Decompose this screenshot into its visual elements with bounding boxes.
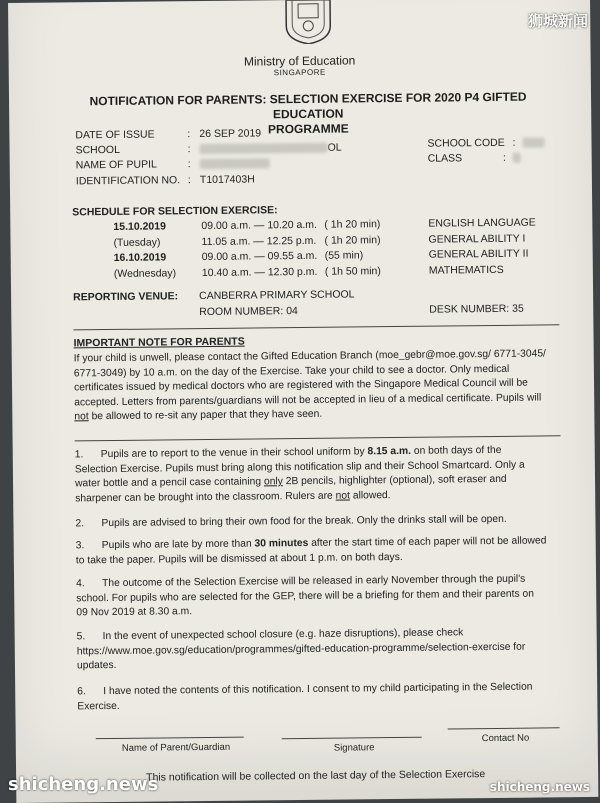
country-name: SINGAPORE <box>273 67 326 78</box>
name-of-pupil-row: NAME OF PUPIL : <box>10 154 592 160</box>
note-3: 3. Pupils who are late by more than 30 minutes after the start time of each paper will not be allowed to take the paper. Pupils will be dismissed at about 1 p.m. on both days. <box>75 535 547 566</box>
schedule-time: 09.00 a.m. — 09.55 a.m. <box>201 249 318 264</box>
pupil-name-redacted <box>200 157 270 170</box>
identification-value: T1017403H <box>199 173 255 187</box>
desk-number: DESK NUMBER: 35 <box>429 302 524 316</box>
school-row: SCHOOL : OL <box>75 141 342 157</box>
schedule-time: 11.05 a.m. — 12.25 p.m. <box>201 234 317 249</box>
divider <box>73 324 559 330</box>
ministry-name: Ministry of Education <box>243 53 356 69</box>
schedule-duration: ( 1h 20 min) <box>324 218 381 231</box>
watermark-bottom-left: shicheng.news <box>8 774 159 795</box>
note-6: 6. I have noted the contents of this notification. I consent to my child participating in the Selection Exercise. <box>77 681 533 712</box>
venue-name: CANBERRA PRIMARY SCHOOL <box>199 288 355 303</box>
contact-line <box>448 727 560 729</box>
venue-label: REPORTING VENUE: <box>73 290 179 304</box>
school-code-row: SCHOOL CODE : <box>427 136 544 149</box>
signature-line <box>282 737 422 739</box>
note-5: 5. In the event of unexpected school closure (e.g. haze disruptions), please check https://www.moe.gov.sg/education/programmes/gifted-education-programme/selection-exercise for updates. <box>77 625 567 674</box>
schedule-duration: (55 min) <box>324 249 364 262</box>
schedule-date: (Wednesday) <box>113 267 177 280</box>
room-number: ROOM NUMBER: 04 <box>199 305 298 319</box>
important-note-text: If your child is unwell, please contact the Gifted Education Branch (moe_gebr@moe.gov.sg/ 6771-3045/ 6771-3049) by 10 a.m. on the day of the Exercise. Take your child to see a doctor. Only medical certificates issued by medical doctors who are registered with the Singapore Medical Council will be accepted. Letters from parents/guardians will not be accepted in lieu of a medical certificate. Pupils will not be allowed to re-sit any paper that they have seen. <box>73 348 546 423</box>
parent-name-line <box>96 737 244 740</box>
note-4: 4. The outcome of the Selection Exercise will be released in early November through the pupil's school. For pupils who are selected for the GEP, there will be a briefing for them and their parents on 09 Nov 2019 at 8.30 a.m. <box>76 573 534 619</box>
collection-notice: This notification will be collected on the last day of the Selection Exercise <box>146 768 486 784</box>
class-redacted <box>513 153 521 163</box>
school-code-redacted <box>522 138 544 148</box>
signature-label: Signature <box>333 742 375 754</box>
schedule-heading: SCHEDULE FOR SELECTION EXERCISE: <box>72 204 278 219</box>
date-of-issue-value: 26 SEP 2019 <box>199 127 262 141</box>
schedule-time: 09.00 a.m. — 10.20 a.m. <box>201 218 317 233</box>
note-1: 1. Pupils are to report to the venue in their school uniform by 8.15 a.m. on both days of the Selection Exercise. Pupils must bring along this notification slip and their School Smartcard. Only a water bottle and a pencil case containing only 2B pencils, highlighter (optional), soft eraser and sharpener can be brought into the classroom. Rulers are not allowed. <box>74 444 525 504</box>
divider <box>75 435 561 441</box>
schedule-paper: ENGLISH LANGUAGE <box>428 216 536 230</box>
contact-label: Contact No <box>481 732 530 745</box>
schedule-date: 16.10.2019 <box>113 251 167 264</box>
schedule-duration: ( 1h 50 min) <box>324 265 381 278</box>
schedule-duration: ( 1h 20 min) <box>324 234 381 247</box>
watermark-top: 狮城新闻 <box>527 12 588 30</box>
school-value-redacted: OL <box>199 142 341 155</box>
document-title: NOTIFICATION FOR PARENTS: SELECTION EXERCISE FOR 2020 P4 GIFTED EDUCATION PROGRAMME <box>89 89 527 137</box>
schedule-paper: GENERAL ABILITY II <box>428 247 529 261</box>
schedule-date: (Tuesday) <box>113 236 161 249</box>
note-2: 2. Pupils are advised to bring their own food for the break. Only the drinks stall will be open. <box>75 513 507 530</box>
schedule-time: 10.40 a.m. — 12.30 p.m. <box>201 265 318 280</box>
watermark-bottom-right: shicheng.news <box>489 780 590 794</box>
schedule-paper: GENERAL ABILITY I <box>428 232 526 246</box>
schedule-date: 15.10.2019 <box>113 220 166 233</box>
ministry-crest-logo <box>280 0 336 44</box>
parent-name-label: Name of Parent/Guardian <box>121 741 231 754</box>
notification-document <box>8 0 598 803</box>
date-of-issue-row: DATE OF ISSUE : 26 SEP 2019 <box>75 127 262 142</box>
important-note-heading: IMPORTANT NOTE FOR PARENTS <box>73 335 245 350</box>
schedule-paper: MATHEMATICS <box>428 263 504 277</box>
class-row: CLASS : <box>428 152 521 165</box>
identification-row: IDENTIFICATION NO. : T1017403H <box>75 173 255 188</box>
selection-exercise-url: https://www.moe.gov.sg/education/programmes/gifted-education-programme/selection-exercise for <box>76 641 526 657</box>
